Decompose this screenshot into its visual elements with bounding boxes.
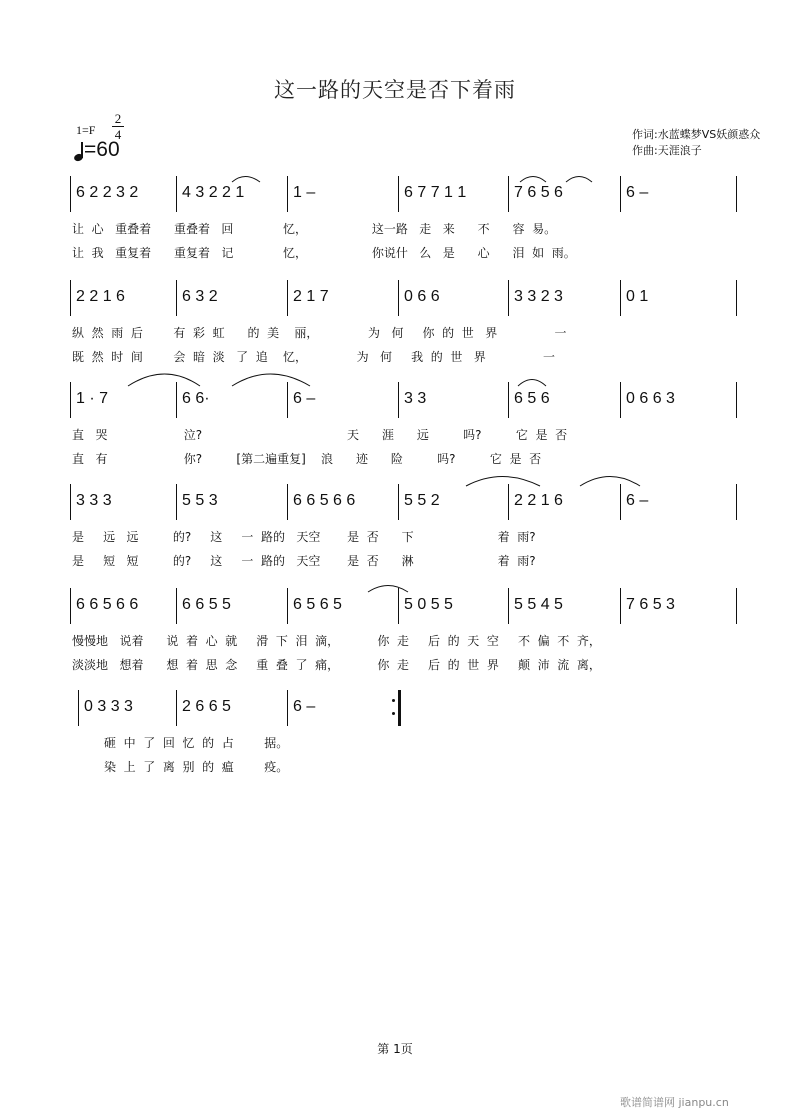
measure-notes: 6 5 6 [514, 390, 550, 407]
measure-notes: 5 5 3 [182, 492, 218, 509]
slur [566, 177, 592, 183]
measure-notes: 2 2 1 6 [514, 492, 563, 509]
measure-notes: 4 3 2 2 1 [182, 184, 245, 201]
measure-notes: 2 6 6 5 [182, 698, 231, 715]
lyric-line: 慢慢地 说着 说 着 心 就 滑 下 泪 滴， 你 走 后 的 天 空 不 偏 不 齐， [72, 634, 601, 648]
measure-notes: 3 3 2 3 [514, 288, 563, 305]
measure-notes: 1 – [293, 184, 316, 201]
measure-notes: 6 2 2 3 2 [76, 184, 139, 201]
measure-notes: 3 3 [404, 390, 427, 407]
measure-notes: 7 6 5 6 [514, 184, 563, 201]
lyric-line: 是 远 远 的? 这 一 路的 天空 是 否 下 着 雨? [72, 530, 536, 544]
slur [232, 177, 260, 183]
lyric-line: 砸 中 了 回 忆 的 占 据。 [104, 736, 289, 750]
slur [580, 477, 640, 487]
lyric-line: 淡淡地 想着 想 着 思 念 重 叠 了 痛， 你 走 后 的 世 界 颠 沛 流 离， [72, 658, 601, 672]
measure-notes: 2 1 7 [293, 288, 329, 305]
measure-notes: 2 2 1 6 [76, 288, 125, 305]
measure-notes: 5 5 2 [404, 492, 440, 509]
lyric-line: 纵 然 雨 后 有 彩 虹 的 美 丽， 为 何 你 的 世 界 一 [72, 326, 567, 340]
measure-notes: 0 6 6 3 [626, 390, 675, 407]
measure-notes: 0 6 6 [404, 288, 440, 305]
watermark: 歌谱简谱网 jianpu.cn [620, 1096, 729, 1109]
slur [518, 380, 546, 387]
lyric-line: 是 短 短 的? 这 一 路的 天空 是 否 淋 着 雨? [72, 554, 536, 568]
slur [232, 374, 310, 386]
lyricist: 作词:水蓝蝶梦VS妖颜惑众 [632, 128, 761, 141]
measure-notes: 6 6 5 6 6 [76, 596, 139, 613]
measure-notes: 6 – [293, 698, 316, 715]
measure-notes: 5 5 4 5 [514, 596, 563, 613]
measure-notes: 6 – [626, 492, 649, 509]
measure-notes: 5 0 5 5 [404, 596, 453, 613]
measure-notes: 3 3 3 [76, 492, 112, 509]
measure-notes: 6 6 5 6 6 [293, 492, 356, 509]
lyric-line: 直 有 你? [第二遍重复] 浪 迹 险 吗? 它 是 否 [72, 452, 542, 466]
lyric-line: 让 心 重叠着 重叠着 回 忆， 这一路 走 来 不 容 易。 [72, 222, 557, 236]
key-signature: 1=F [76, 123, 96, 137]
measure-notes: 6 3 2 [182, 288, 218, 305]
song-title: 这一路的天空是否下着雨 [274, 78, 516, 102]
slur [520, 177, 546, 183]
measure-notes: 6 7 7 1 1 [404, 184, 467, 201]
tempo-value: =60 [84, 138, 120, 161]
page-number: 第 1页 [377, 1042, 413, 1056]
measure-notes: 7 6 5 3 [626, 596, 675, 613]
measure-notes: 6 – [626, 184, 649, 201]
slur [368, 586, 408, 593]
measure-notes: 0 1 [626, 288, 649, 305]
measure-notes: 6 – [293, 390, 316, 407]
time-sig-top: 2 [114, 111, 122, 126]
lyric-line: 让 我 重复着 重复着 记 忆， 你说什 么 是 心 泪 如 雨。 [72, 246, 576, 260]
composer: 作曲:天涯浪子 [632, 144, 702, 157]
lyric-line: 直 哭 泣? 天 涯 远 吗? 它 是 否 [72, 428, 568, 442]
slur [466, 477, 540, 487]
measure-notes: 6 5 6 5 [293, 596, 342, 613]
measure-notes: 6 6· [182, 390, 210, 407]
measure-notes: 0 3 3 3 [84, 698, 133, 715]
slur [128, 374, 200, 386]
lyric-line: 染 上 了 离 别 的 瘟 疫。 [104, 760, 289, 774]
measure-notes: 1 · 7 [76, 390, 109, 407]
time-sig-bottom: 4 [114, 127, 122, 142]
measure-notes: 6 6 5 5 [182, 596, 231, 613]
lyric-line: 既 然 时 间 会 暗 淡 了 追 忆， 为 何 我 的 世 界 一 [72, 350, 556, 364]
